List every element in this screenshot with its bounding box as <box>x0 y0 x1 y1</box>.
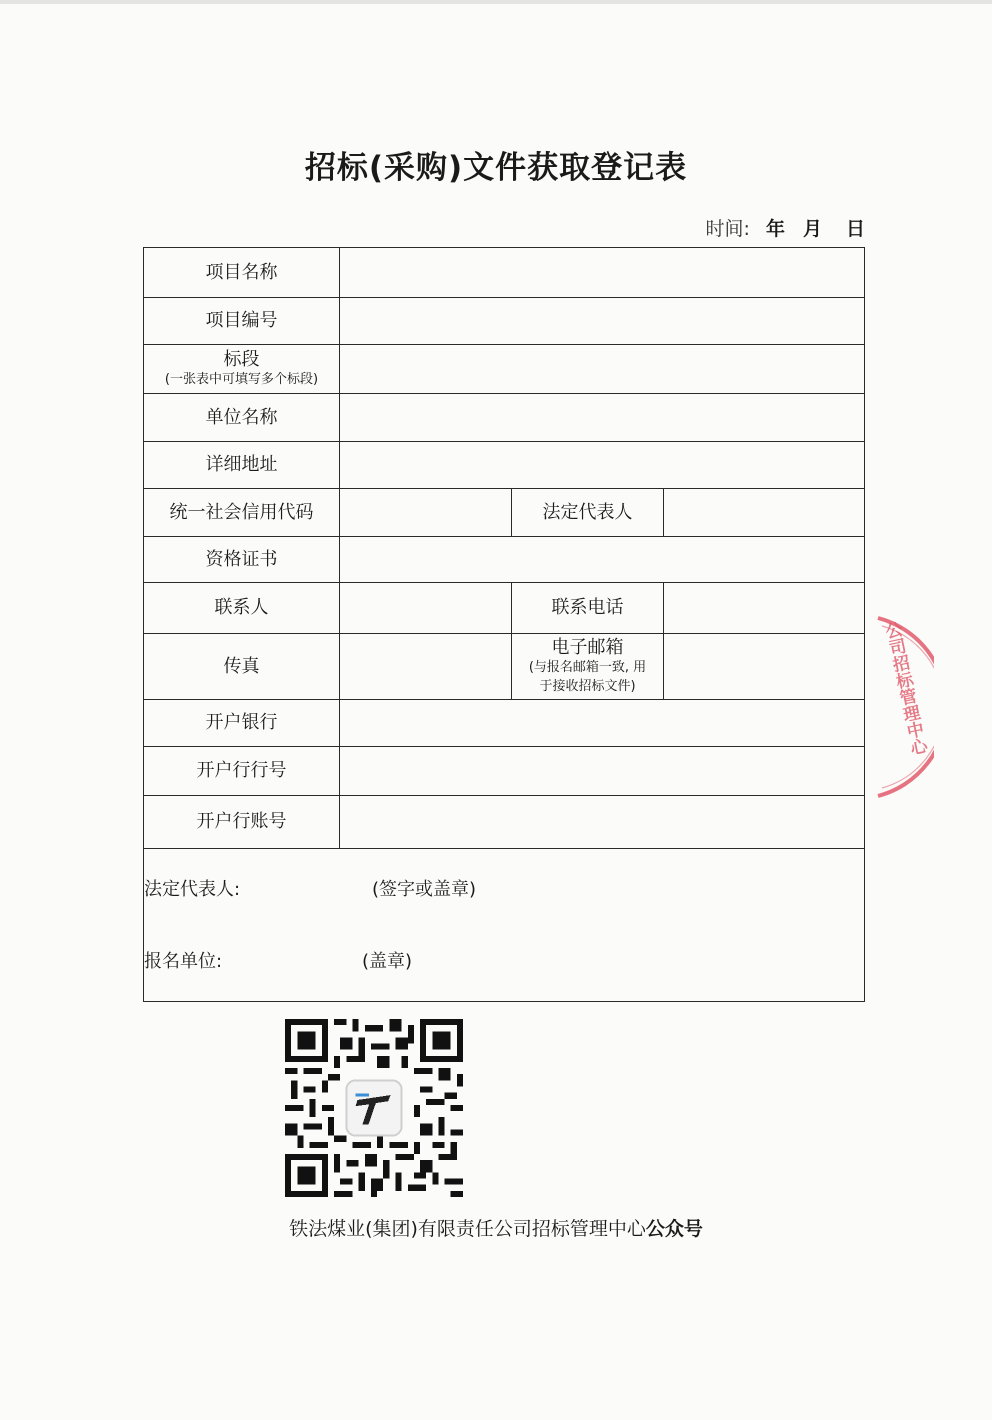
table-row <box>144 747 865 796</box>
qr-caption-bold: 公众号 <box>645 1218 703 1240</box>
section-label: 标段 <box>223 348 260 370</box>
table-row <box>144 345 865 394</box>
date-day: 日 <box>845 218 865 240</box>
credit-code-label: 统一社会信用代码 <box>144 489 340 537</box>
table-row <box>144 583 865 634</box>
email-field[interactable] <box>664 634 865 700</box>
section-label-cell <box>144 345 340 394</box>
bank-number-field[interactable] <box>340 747 865 796</box>
signature-legal-row <box>144 878 477 901</box>
credit-code-field[interactable] <box>340 489 512 537</box>
qr-code-icon <box>285 1019 463 1197</box>
legal-rep-label: 法定代表人 <box>512 489 664 537</box>
phone-field[interactable] <box>664 583 865 634</box>
email-label: 电子邮箱 <box>551 636 624 658</box>
date-month: 月 <box>802 218 822 240</box>
signature-unit-hint: (盖章) <box>362 951 413 972</box>
bank-label: 开户银行 <box>144 700 340 747</box>
email-label-cell <box>512 634 664 700</box>
fax-field[interactable] <box>340 634 512 700</box>
signature-unit-label: 报名单位: <box>144 951 223 972</box>
qr-caption-main: 铁法煤业(集团)有限责任公司招标管理中心 <box>289 1218 646 1240</box>
date-year: 年 <box>765 218 785 240</box>
bank-account-label: 开户行账号 <box>144 796 340 849</box>
table-row <box>144 796 865 849</box>
email-note-line-1: (与报名邮箱一致, 用 <box>528 660 647 676</box>
table-row <box>144 634 865 700</box>
contact-label: 联系人 <box>144 583 340 634</box>
bank-number-label: 开户行行号 <box>144 747 340 796</box>
date-line <box>706 214 865 241</box>
section-note: (一张表中可填写多个标段) <box>164 372 319 388</box>
qualification-field[interactable] <box>340 537 865 583</box>
fax-label: 传真 <box>144 634 340 700</box>
qr-caption <box>0 1214 992 1241</box>
company-name-field[interactable] <box>340 394 865 442</box>
email-note-line-2: 于接收招标文件) <box>539 679 636 695</box>
table-row <box>144 537 865 583</box>
signature-legal-hint: (签字或盖章) <box>372 879 477 900</box>
table-row <box>144 442 865 489</box>
table-row <box>144 248 865 298</box>
phone-label: 联系电话 <box>512 583 664 634</box>
date-label: 时间: <box>705 218 750 240</box>
document-title: 招标(采购)文件获取登记表 <box>304 150 688 186</box>
qualification-label: 资格证书 <box>144 537 340 583</box>
bank-field[interactable] <box>340 700 865 747</box>
signature-area <box>144 849 865 1002</box>
table-row <box>144 489 865 537</box>
table-row <box>144 394 865 442</box>
seal-text: 公司招标管理中心 <box>880 620 928 758</box>
registration-form-table <box>143 247 865 1002</box>
section-field[interactable] <box>340 345 865 394</box>
signature-unit-row <box>144 950 413 973</box>
project-number-label: 项目编号 <box>144 298 340 345</box>
project-number-field[interactable] <box>340 298 865 345</box>
company-name-label: 单位名称 <box>144 394 340 442</box>
table-row <box>144 700 865 747</box>
address-label: 详细地址 <box>144 442 340 489</box>
contact-field[interactable] <box>340 583 512 634</box>
bank-account-field[interactable] <box>340 796 865 849</box>
table-row <box>144 298 865 345</box>
legal-rep-field[interactable] <box>664 489 865 537</box>
signature-legal-label: 法定代表人: <box>144 879 241 900</box>
scan-edge <box>0 0 992 4</box>
project-name-field[interactable] <box>340 248 865 298</box>
table-row <box>144 849 865 1002</box>
address-field[interactable] <box>340 442 865 489</box>
project-name-label: 项目名称 <box>144 248 340 298</box>
